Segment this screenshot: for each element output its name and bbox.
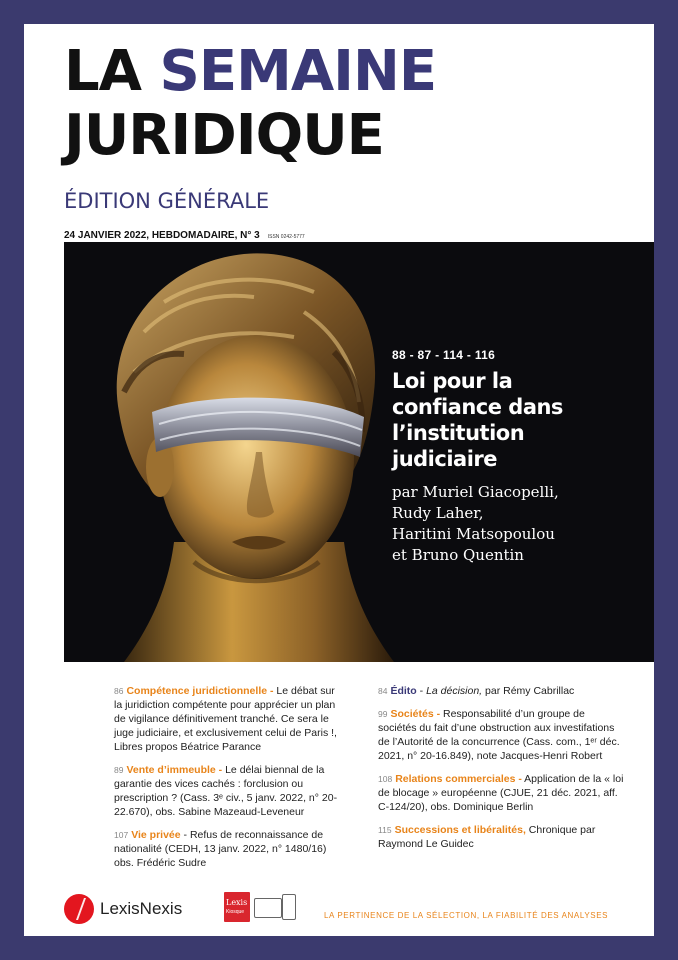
entry-text: Responsabilité d’un groupe de sociétés du fait d’une obstruction aux investifations de l’Autorité de la concurrence (Cass. com., 1ᵉʳ déc. 2021, n° 20-16.849), note Jacques-Henri Robert bbox=[378, 708, 620, 762]
author-line: par Muriel Giacopelli, bbox=[392, 483, 559, 501]
headline-line: judiciaire bbox=[392, 447, 497, 471]
kiosk-book-icon bbox=[224, 892, 250, 922]
cover-headline bbox=[392, 368, 642, 472]
magazine-cover bbox=[24, 24, 654, 936]
entry-separator: - bbox=[416, 685, 427, 697]
lexisnexis-emblem-icon bbox=[64, 894, 94, 924]
dateline bbox=[64, 230, 305, 241]
entry-text: Le délai biennal de la garantie des vices cachés : forclusion ou prescription ? (Cass. 3ᵉ civ., 5 janv. 2022, n° 20-22.670), obs. Sabine Mazeaud-Leveneur bbox=[114, 764, 338, 818]
masthead-word-juridique: JURIDIQUE bbox=[64, 103, 384, 168]
contents-entry bbox=[114, 763, 342, 819]
entry-category: Successions et libéralités, bbox=[394, 824, 526, 836]
masthead-word-la: LA bbox=[64, 39, 142, 104]
tagline: LA PERTINENCE DE LA SÉLECTION, LA FIABILITÉ DES ANALYSES bbox=[324, 911, 609, 920]
contents-entry bbox=[114, 684, 342, 754]
entry-category: Compétence juridictionnelle - bbox=[126, 685, 274, 697]
author-line: et Bruno Quentin bbox=[392, 546, 524, 564]
issue-date: 24 JANVIER 2022, HEBDOMADAIRE, N° 3 bbox=[64, 230, 260, 241]
cover-feature bbox=[64, 242, 654, 662]
entry-text: Chronique par Raymond Le Guidec bbox=[378, 824, 596, 850]
entry-number: 84 bbox=[378, 686, 388, 696]
contents-entry bbox=[378, 772, 624, 814]
contents-right-column bbox=[378, 684, 624, 860]
tablet-icon bbox=[282, 894, 296, 920]
kiosk-word2: Kiosque bbox=[226, 909, 245, 915]
entry-category: Vente d’immeuble - bbox=[126, 764, 223, 776]
entry-category: Sociétés - bbox=[390, 708, 441, 720]
headline-line: l’institution bbox=[392, 421, 525, 445]
cover-story bbox=[392, 348, 642, 566]
entry-category: Vie privée bbox=[131, 829, 181, 841]
entry-category: Édito bbox=[390, 685, 417, 697]
entry-text: par Rémy Cabrillac bbox=[482, 685, 575, 697]
publisher-name: LexisNexis bbox=[100, 899, 183, 918]
headline-line: Loi pour la bbox=[392, 369, 513, 393]
entry-number: 99 bbox=[378, 709, 388, 719]
entry-text: Application de la « loi de blocage » européenne (CJUE, 21 déc. 2021, aff. C-124/20), obs. Dominique Berlin bbox=[378, 773, 624, 813]
headline-line: confiance dans bbox=[392, 395, 563, 419]
entry-number: 108 bbox=[378, 774, 393, 784]
edito-entry bbox=[378, 684, 624, 698]
author-line: Haritini Matsopoulou bbox=[392, 525, 555, 543]
contents-left-column bbox=[114, 684, 342, 879]
laptop-icon bbox=[254, 898, 282, 918]
edition-label: ÉDITION GÉNÉRALE bbox=[64, 189, 270, 213]
entry-text: - Refus de reconnaissance de nationalité (CEDH, 13 janv. 2022, n° 1480/16) obs. Frédéric Sudre bbox=[114, 829, 327, 869]
kiosk-word1: Lexis bbox=[226, 898, 248, 907]
entry-number: 89 bbox=[114, 765, 124, 775]
masthead-word-semaine: SEMAINE bbox=[159, 39, 437, 104]
cover-authors bbox=[392, 482, 642, 566]
cover-article-refs: 88 - 87 - 114 - 116 bbox=[392, 348, 496, 362]
lexis-kiosque-badge bbox=[224, 890, 300, 924]
entry-text: Le débat sur la juridiction compétente pour apprécier un plan de vigilance définitivement tranché. Ce sera le juge judiciaire, et exclusivement celui de Paris !, Libres propos Béatrice Parance bbox=[114, 685, 337, 753]
entry-number: 115 bbox=[378, 825, 392, 835]
masthead-line1 bbox=[64, 40, 436, 104]
entry-number: 86 bbox=[114, 686, 124, 696]
lexisnexis-logo bbox=[64, 894, 204, 924]
entry-category: Relations commerciales - bbox=[395, 773, 522, 785]
issn: ISSN 0242-5777 bbox=[267, 234, 305, 240]
entry-number: 107 bbox=[114, 830, 129, 840]
contents-entry bbox=[378, 823, 624, 851]
edito-title: La décision, bbox=[426, 685, 483, 697]
contents-entry bbox=[114, 828, 342, 870]
contents-entry bbox=[378, 707, 624, 763]
author-line: Rudy Laher, bbox=[392, 504, 484, 522]
